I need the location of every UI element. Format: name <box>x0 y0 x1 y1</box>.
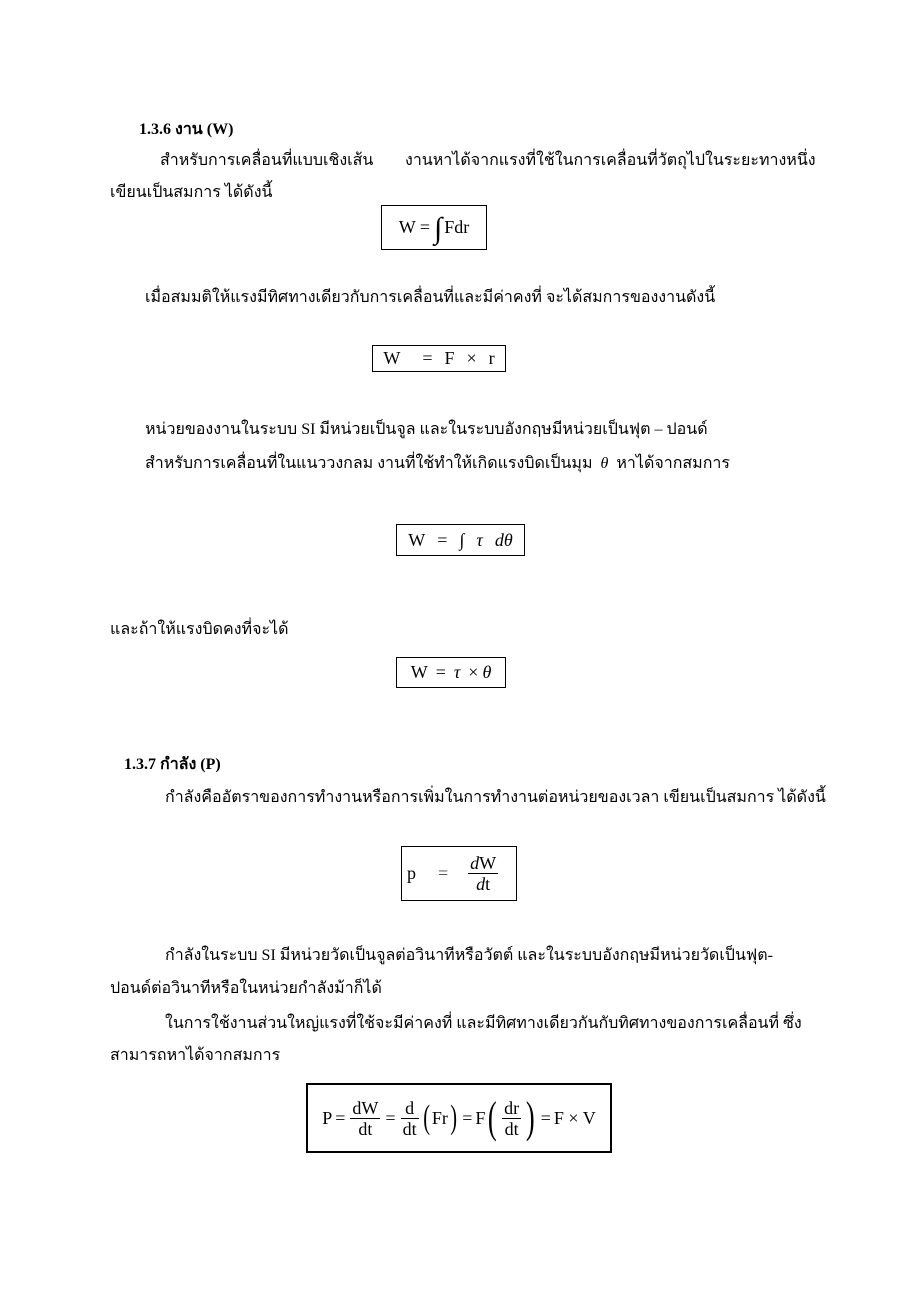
paragraph-linear-work-part1: สำหรับการเคลื่อนที่แบบเชิงเส้น <box>160 152 374 169</box>
eq5-den-d: d <box>476 874 486 894</box>
paragraph-power-definition: กำลังคืออัตราของการทำงานหรือการเพิ่มในการทำงานต่อหน่วยของเวลา เขียนเป็นสมการ ได้ดังนี้ <box>165 789 826 806</box>
eq6-paren-close-2: ) <box>526 1093 535 1142</box>
eq5-p: p <box>407 863 416 883</box>
eq4-tau: τ <box>453 662 461 682</box>
eq6-f3-den: dt <box>504 1118 519 1139</box>
eq6-f3-num: dr <box>504 1097 520 1118</box>
eq6-p: P <box>322 1107 333 1128</box>
eq5-den-t: t <box>485 874 491 894</box>
eq1-lhs: W = <box>398 217 431 237</box>
eq6-eq4: = <box>540 1107 551 1128</box>
eq4-equals: = <box>435 662 446 682</box>
eq6-eq1: = <box>335 1107 346 1128</box>
paragraph-power-units-line1: กำลังในระบบ SI มีหน่วยวัดเป็นจูลต่อวินาทีหรือวัตต์ และในระบบอังกฤษมีหน่วยวัดเป็นฟุต- <box>165 947 773 964</box>
eq6-frac-dr-dt <box>502 1098 521 1139</box>
paragraph-linear-work-part3: เขียนเป็นสมการ ได้ดังนี้ <box>110 184 273 201</box>
paragraph-constant-torque: และถ้าให้แรงบิดคงที่จะได้ <box>110 621 289 638</box>
eq6-fxv: F × V <box>553 1107 596 1128</box>
eq2-r: r <box>488 348 495 368</box>
equation-work-force-distance <box>372 345 506 372</box>
paragraph-circular-motion <box>145 454 730 474</box>
eq6-paren-open-1: ( <box>422 1099 430 1136</box>
section-heading-power: 1.3.7 กำลัง (P) <box>124 756 221 773</box>
eq3-dtheta: dθ <box>494 529 513 550</box>
eq4-theta: θ <box>482 662 492 682</box>
eq6-f2-num: d <box>405 1097 415 1118</box>
eq5-fraction <box>468 853 498 894</box>
paragraph-work-units: หน่วยของงานในระบบ SI มีหน่วยเป็นจูล และในระบบอังกฤษมีหน่วยเป็นฟุต – ปอนด์ <box>145 421 708 438</box>
eq1-rhs: Fdr <box>444 217 470 237</box>
eq6-paren-close-1: ) <box>450 1099 457 1136</box>
eq3-integral: ∫ <box>459 529 465 550</box>
eq4-times: × <box>468 662 479 682</box>
integral-symbol: ∫ <box>434 211 443 245</box>
equation-work-integral <box>381 205 487 250</box>
eq4-w: W <box>410 662 428 682</box>
paragraph-constant-force-power-line1: ในการใช้งานส่วนใหญ่แรงที่ใช้จะมีค่าคงที่ และมีทิศทางเดียวกันกับทิศทางของการเคลื่อนที่ ซึ่ง <box>165 1015 802 1032</box>
circular-text-a: สำหรับการเคลื่อนที่ในแนววงกลม งานที่ใช้ทำให้เกิดแรงบิดเป็นมุม <box>145 455 593 472</box>
eq5-num-d: d <box>470 853 480 873</box>
eq2-equals: = <box>422 348 433 368</box>
paragraph-constant-force-power-line2: สามารถหาได้จากสมการ <box>110 1047 281 1064</box>
eq6-frac-dw-dt <box>350 1098 380 1139</box>
paragraph-power-units-line2: ปอนด์ต่อวินาทีหรือในหน่วยกำลังม้าก็ได้ <box>110 980 382 997</box>
eq6-fr: Fr <box>431 1107 448 1128</box>
circular-text-b: หาได้จากสมการ <box>616 455 730 472</box>
eq2-times: × <box>466 348 477 368</box>
eq3-tau: τ <box>476 529 483 550</box>
eq6-f2-den: dt <box>402 1118 417 1139</box>
eq2-w: W <box>383 348 401 368</box>
eq6-frac-d-dt <box>401 1098 419 1139</box>
eq6-f1-num: dW <box>352 1097 379 1118</box>
eq6-paren-open-2: ( <box>488 1093 498 1142</box>
eq5-num-w: W <box>479 853 497 873</box>
eq3-w: W <box>408 529 426 550</box>
eq6-eq3: = <box>462 1107 473 1128</box>
eq6-f1-den: dt <box>358 1118 373 1139</box>
paragraph-constant-force: เมื่อสมมติให้แรงมีทิศทางเดียวกับการเคลื่อนที่และมีค่าคงที่ จะได้สมการของงานดังนี้ <box>145 289 716 306</box>
paragraph-linear-work-part2: งานหาได้จากแรงที่ใช้ในการเคลื่อนที่วัตถุไปในระยะทางหนึ่ง <box>405 152 816 169</box>
eq6-f: F <box>475 1107 486 1128</box>
eq3-equals: = <box>437 529 448 550</box>
equation-work-torque-angle <box>396 657 506 688</box>
eq5-equals: = <box>438 863 449 883</box>
equation-work-torque-integral <box>396 524 525 556</box>
equation-power-force-velocity <box>306 1083 612 1153</box>
equation-power-derivative <box>401 846 517 901</box>
theta-symbol: θ <box>600 455 609 472</box>
eq6-eq2: = <box>385 1107 396 1128</box>
eq2-f: F <box>444 348 455 368</box>
section-heading-work: 1.3.6 งาน (W) <box>139 121 234 138</box>
